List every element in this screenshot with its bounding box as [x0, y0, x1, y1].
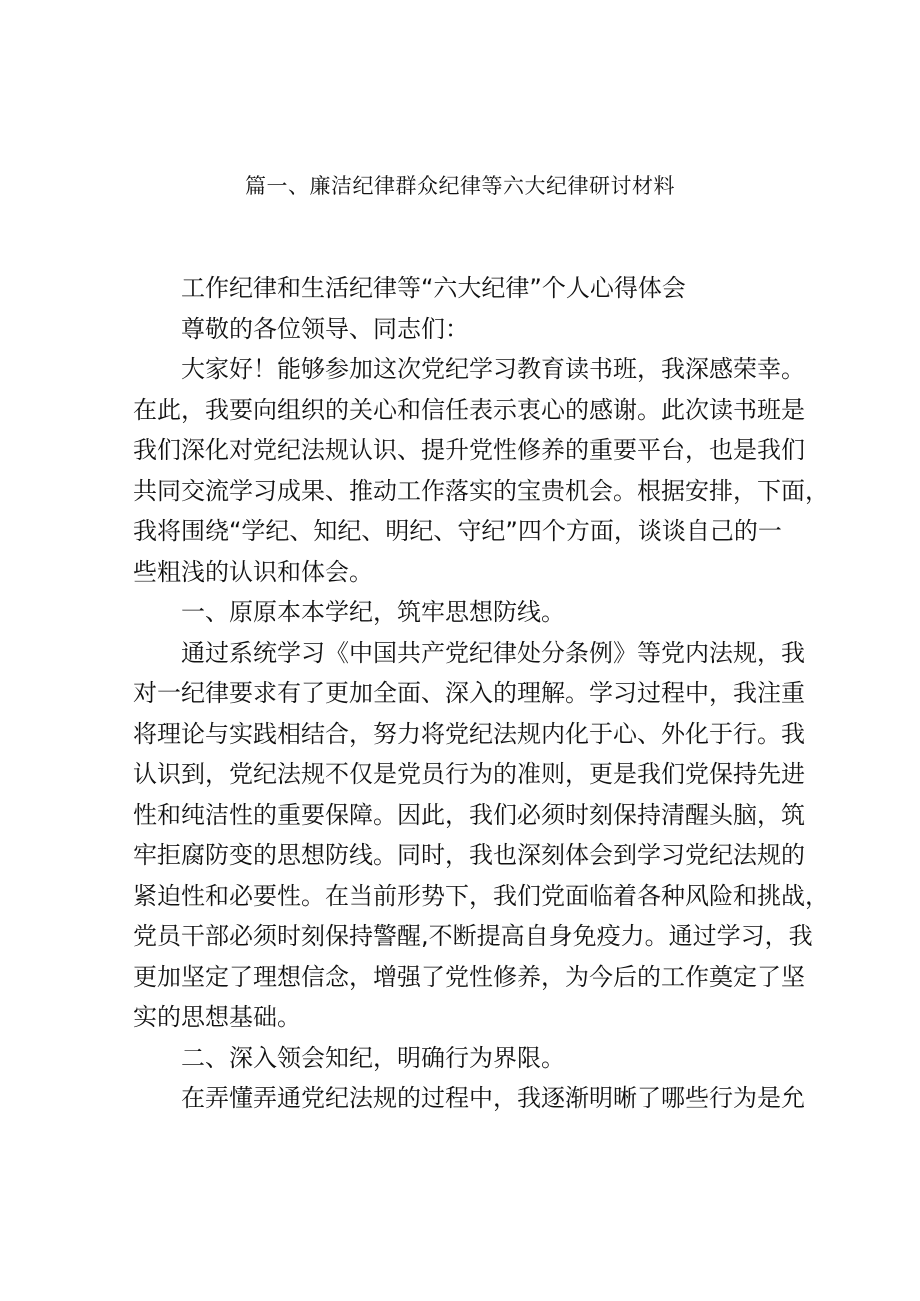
- section-heading: 二、深入领会知纪，明确行为界限。: [181, 1043, 565, 1072]
- paragraph-line: 共同交流学习成果、推动工作落实的宝贵机会。根据安排，下面，: [133, 476, 829, 505]
- document-body: [133, 268, 829, 1119]
- paragraph-line: 性和纯洁性的重要保障。因此，我们必须时刻保持清醒头脑，筑: [133, 800, 805, 829]
- paragraph-line: 我将围绕“学纪、知纪、明纪、守纪”四个方面，谈谈自己的一: [133, 517, 782, 545]
- paragraph-line: 大家好！能够参加这次党纪学习教育读书班，我深感荣幸。: [181, 355, 805, 383]
- salutation-line: 尊敬的各位领导、同志们：: [181, 314, 469, 343]
- document-title: 篇一、廉洁纪律群众纪律等六大纪律研讨材料: [245, 174, 675, 198]
- paragraph-line: 些粗浅的认识和体会。: [133, 557, 373, 586]
- paragraph-line: 在弄懂弄通党纪法规的过程中，我逐渐明晰了哪些行为是允: [181, 1084, 805, 1112]
- paragraph-line: 牢拒腐防变的思想防线。同时，我也深刻体会到学习党纪法规的: [133, 841, 805, 869]
- paragraph-line: 在此，我要向组织的关心和信任表示衷心的感谢。此次读书班是: [133, 395, 805, 424]
- section-heading: 一、原原本本学纪，筑牢思想防线。: [181, 598, 565, 626]
- paragraph-line: 紧迫性和必要性。在当前形势下，我们党面临着各种风险和挑战，: [133, 881, 829, 910]
- paragraph-line: 更加坚定了理想信念，增强了党性修养，为今后的工作奠定了坚: [133, 962, 805, 991]
- paragraph-line: 将理论与实践相结合，努力将党纪法规内化于心、外化于行。我: [133, 719, 805, 748]
- paragraph-line: 实的思想基础。: [133, 1003, 301, 1031]
- paragraph-line: 党员干部必须时刻保持警醒,不断提高自身免疫力。通过学习，我: [133, 922, 813, 950]
- subtitle-line: 工作纪律和生活纪律等“六大纪律”个人心得体会: [181, 274, 686, 302]
- paragraph-line: 对一纪律要求有了更加全面、深入的理解。学习过程中，我注重: [133, 679, 805, 707]
- paragraph-line: 我们深化对党纪法规认识、提升党性修养的重要平台，也是我们: [133, 436, 805, 464]
- paragraph-line: 认识到，党纪法规不仅是党员行为的准则，更是我们党保持先进: [133, 760, 805, 788]
- paragraph-line: 通过系统学习《中国共产党纪律处分条例》等党内法规，我: [181, 638, 805, 667]
